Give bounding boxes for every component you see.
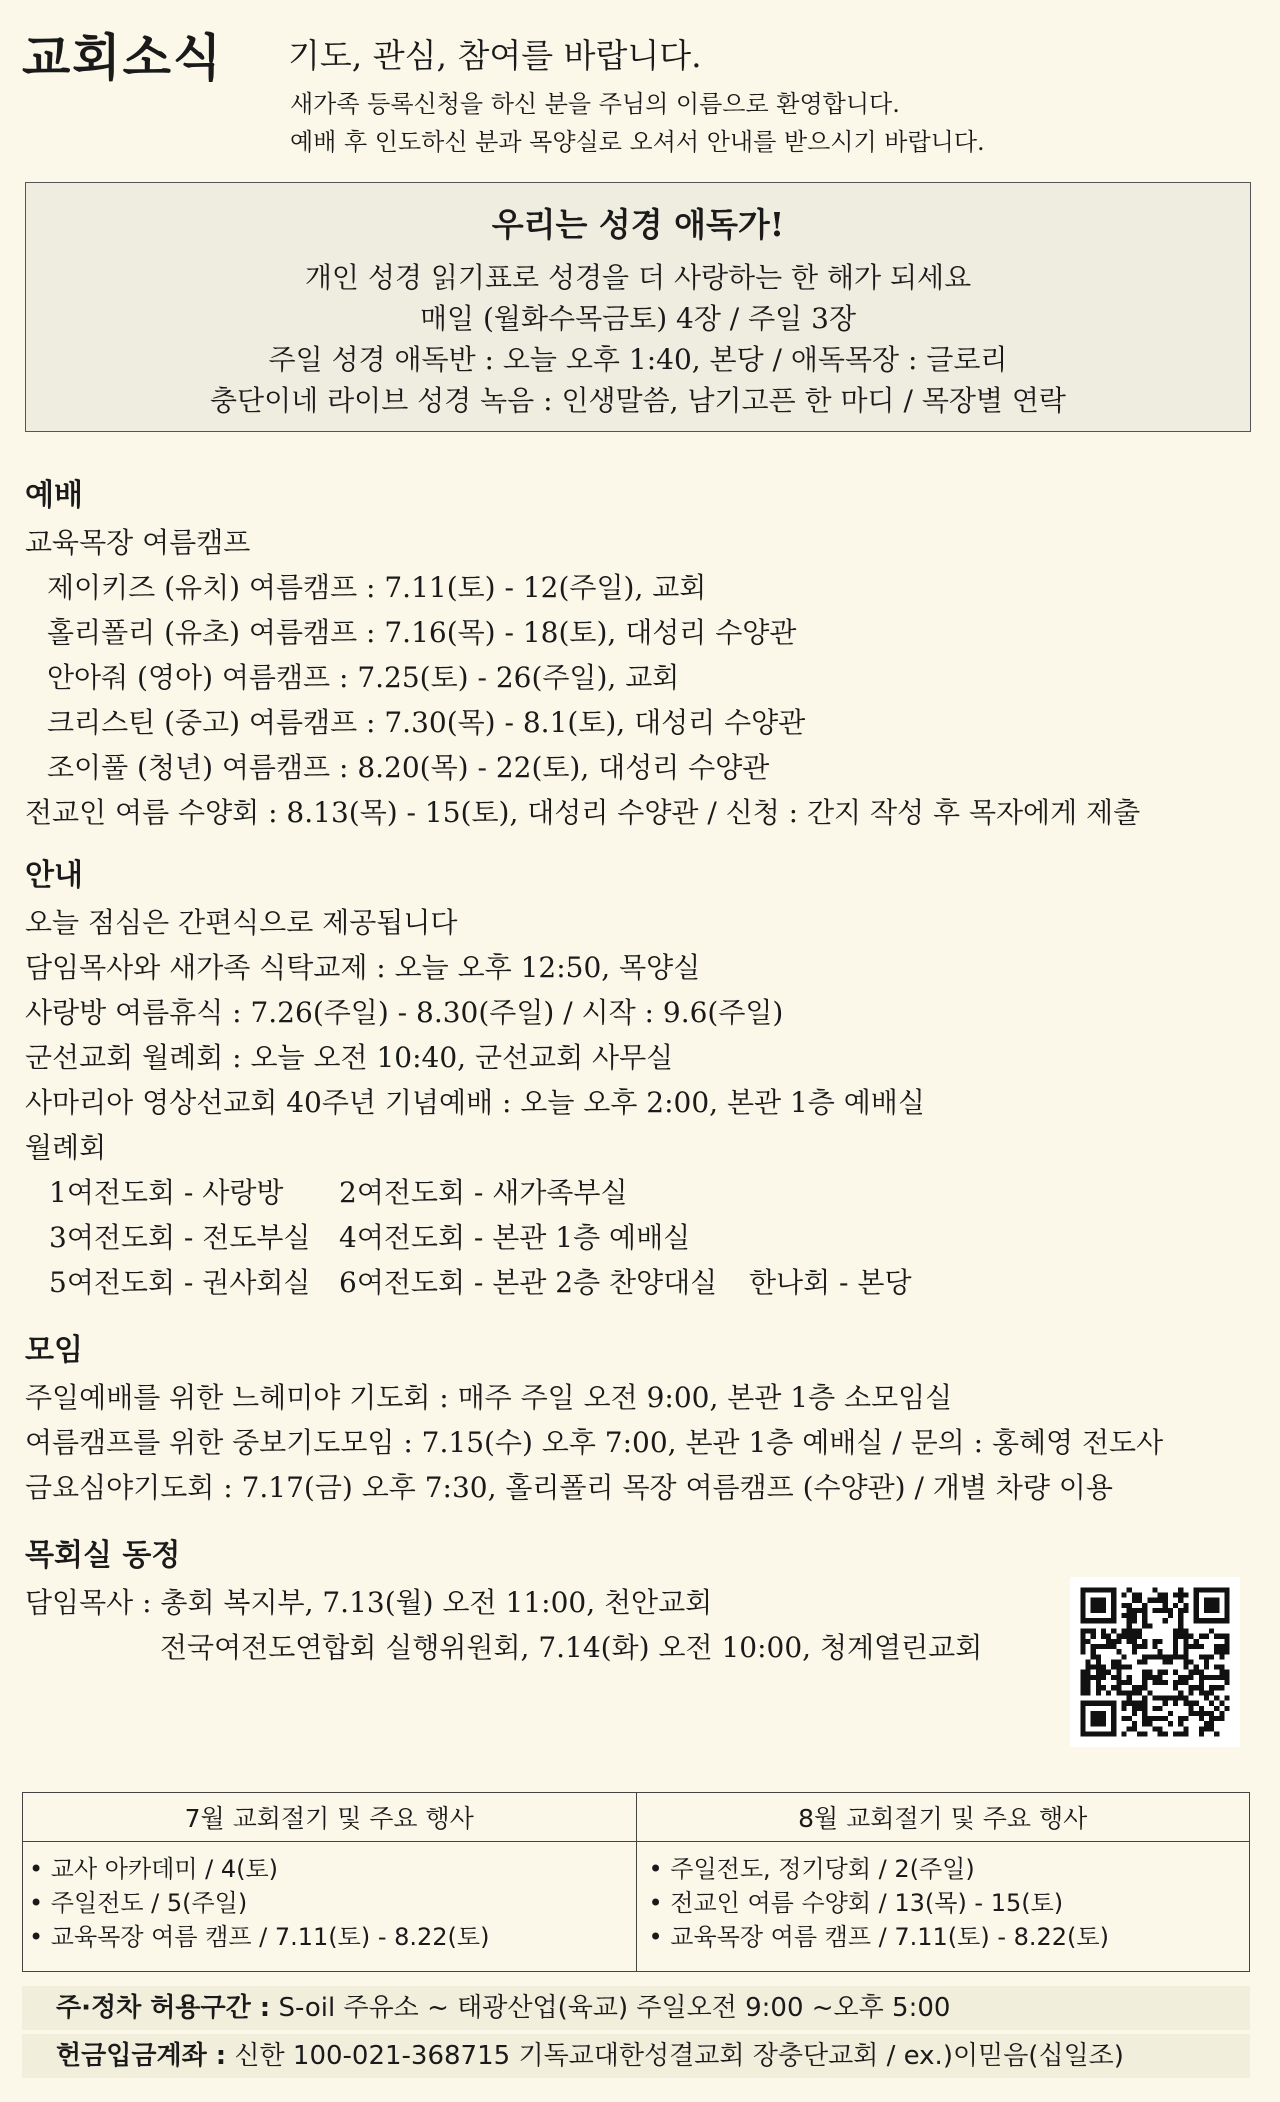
event-item: • 교육목장 여름 캠프 / 7.11(토) - 8.22(토) <box>648 1923 1109 1951</box>
july-events-header: 7월 교회절기 및 주요 행사 <box>23 1793 637 1842</box>
parking-text: S-oil 주유소 ~ 태광산업(육교) 주일오전 9:00 ~오후 5:00 <box>270 1993 951 2023</box>
meeting-line: 여름캠프를 위한 중보기도모임 : 7.15(수) 오후 7:00, 본관 1층 예배실 / 문의 : 홍혜영 전도사 <box>25 1426 1164 1459</box>
meeting-line: 금요심야기도회 : 7.17(금) 오후 7:30, 홀리폴리 목장 여름캠프 (수양관) / 개별 차량 이용 <box>25 1471 1113 1504</box>
monthly-meeting-item: 4여전도회 - 본관 1층 예배실 <box>339 1221 691 1254</box>
parking-info <box>22 1986 1250 2030</box>
camp-item: 조이풀 (청년) 여름캠프 : 8.20(목) - 22(토), 대성리 수양관 <box>47 751 770 784</box>
august-events-cell <box>636 1842 1250 1972</box>
account-text: 신한 100-021-368715 기독교대한성결교회 장충단교회 / ex.)이믿음(십일조) <box>226 2041 1124 2071</box>
bible-box-line: 주일 성경 애독반 : 오늘 오후 1:40, 본당 / 애독목장 : 글로리 <box>268 343 1008 376</box>
meetings-section <box>25 1325 1255 1510</box>
notice-line: 군선교회 월례회 : 오늘 오전 10:40, 군선교회 사무실 <box>25 1041 674 1074</box>
bible-box-line: 매일 (월화수목금토) 4장 / 주일 3장 <box>420 302 856 335</box>
event-item: • 교사 아카데미 / 4(토) <box>29 1855 279 1883</box>
camp-item: 제이키즈 (유치) 여름캠프 : 7.11(토) - 12(주일), 교회 <box>47 571 707 604</box>
section-heading-meetings: 모임 <box>25 1333 83 1368</box>
bible-box-line: 충단이네 라이브 성경 녹음 : 인생말씀, 남기고픈 한 마디 / 목장별 연락 <box>210 384 1066 417</box>
monthly-meeting-row <box>25 1260 1255 1305</box>
section-heading-pastor-office: 목회실 동정 <box>25 1538 181 1573</box>
monthly-meeting-row <box>25 1170 1255 1215</box>
page-title: 교회소식 <box>22 29 224 87</box>
event-item: • 교육목장 여름 캠프 / 7.11(토) - 8.22(토) <box>29 1923 490 1951</box>
monthly-meeting-item: 2여전도회 - 새가족부실 <box>339 1176 628 1209</box>
monthly-meeting-item: 3여전도회 - 전도부실 <box>49 1221 311 1254</box>
monthly-meeting-item: 6여전도회 - 본관 2층 찬양대실 <box>339 1266 718 1299</box>
notice-line: 사랑방 여름휴식 : 7.26(주일) - 8.30(주일) / 시작 : 9.6(주일) <box>25 996 784 1029</box>
camp-title: 교육목장 여름캠프 <box>25 526 251 559</box>
intro-line: 새가족 등록신청을 하신 분을 주님의 이름으로 환영합니다. <box>290 90 900 118</box>
intro-line: 예배 후 인도하신 분과 목양실로 오셔서 안내를 받으시기 바랍니다. <box>290 128 985 156</box>
bible-reading-box <box>25 182 1251 432</box>
event-item: • 주일전도 / 5(주일) <box>29 1889 248 1917</box>
august-events-header: 8월 교회절기 및 주요 행사 <box>636 1793 1250 1842</box>
bible-box-title: 우리는 성경 애독가! <box>491 205 785 244</box>
notice-line: 담임목사와 새가족 식탁교제 : 오늘 오후 12:50, 목양실 <box>25 951 701 984</box>
notice-line: 오늘 점심은 간편식으로 제공됩니다 <box>25 906 458 939</box>
account-label: 헌금입금계좌 : <box>56 2041 227 2071</box>
pastor-office-line: 담임목사 : 총회 복지부, 7.13(월) 오전 11:00, 천안교회 <box>25 1586 713 1619</box>
qr-code-icon[interactable] <box>1070 1577 1240 1747</box>
july-events-cell <box>23 1842 637 1972</box>
monthly-meeting-item: 5여전도회 - 권사회실 <box>49 1266 311 1299</box>
monthly-meeting-row <box>25 1215 1255 1260</box>
pastor-office-line: 전국여전도연합회 실행위원회, 7.14(화) 오전 10:00, 청계열린교회 <box>160 1631 983 1664</box>
worship-section <box>25 470 1255 835</box>
parking-label: 주·정차 허용구간 : <box>56 1993 271 2023</box>
monthly-meeting-item: 한나회 - 본당 <box>749 1266 912 1299</box>
notice-line: 사마리아 영상선교회 40주년 기념예배 : 오늘 오후 2:00, 본관 1층 예배실 <box>25 1086 925 1119</box>
monthly-meeting-item: 1여전도회 - 사랑방 <box>49 1176 284 1209</box>
section-heading-worship: 예배 <box>25 478 83 513</box>
section-heading-notice: 안내 <box>25 858 83 893</box>
event-item: • 전교인 여름 수양회 / 13(목) - 15(토) <box>648 1889 1064 1917</box>
events-table <box>22 1792 1250 1972</box>
camp-item: 안아줘 (영아) 여름캠프 : 7.25(토) - 26(주일), 교회 <box>47 661 680 694</box>
page-subtitle: 기도, 관심, 참여를 바랍니다. <box>288 36 702 75</box>
camp-item: 크리스틴 (중고) 여름캠프 : 7.30(목) - 8.1(토), 대성리 수양관 <box>47 706 806 739</box>
offering-account-info <box>22 2034 1250 2078</box>
camp-item: 홀리폴리 (유초) 여름캠프 : 7.16(목) - 18(토), 대성리 수양관 <box>47 616 797 649</box>
event-item: • 주일전도, 정기당회 / 2(주일) <box>648 1855 975 1883</box>
bible-box-line: 개인 성경 읽기표로 성경을 더 사랑하는 한 해가 되세요 <box>304 261 972 294</box>
notice-section <box>25 850 1255 1305</box>
notice-line: 월례회 <box>25 1131 107 1164</box>
retreat-line: 전교인 여름 수양회 : 8.13(목) - 15(토), 대성리 수양관 / 신청 : 간지 작성 후 목자에게 제출 <box>25 796 1141 829</box>
meeting-line: 주일예배를 위한 느헤미야 기도회 : 매주 주일 오전 9:00, 본관 1층 소모임실 <box>25 1381 953 1414</box>
